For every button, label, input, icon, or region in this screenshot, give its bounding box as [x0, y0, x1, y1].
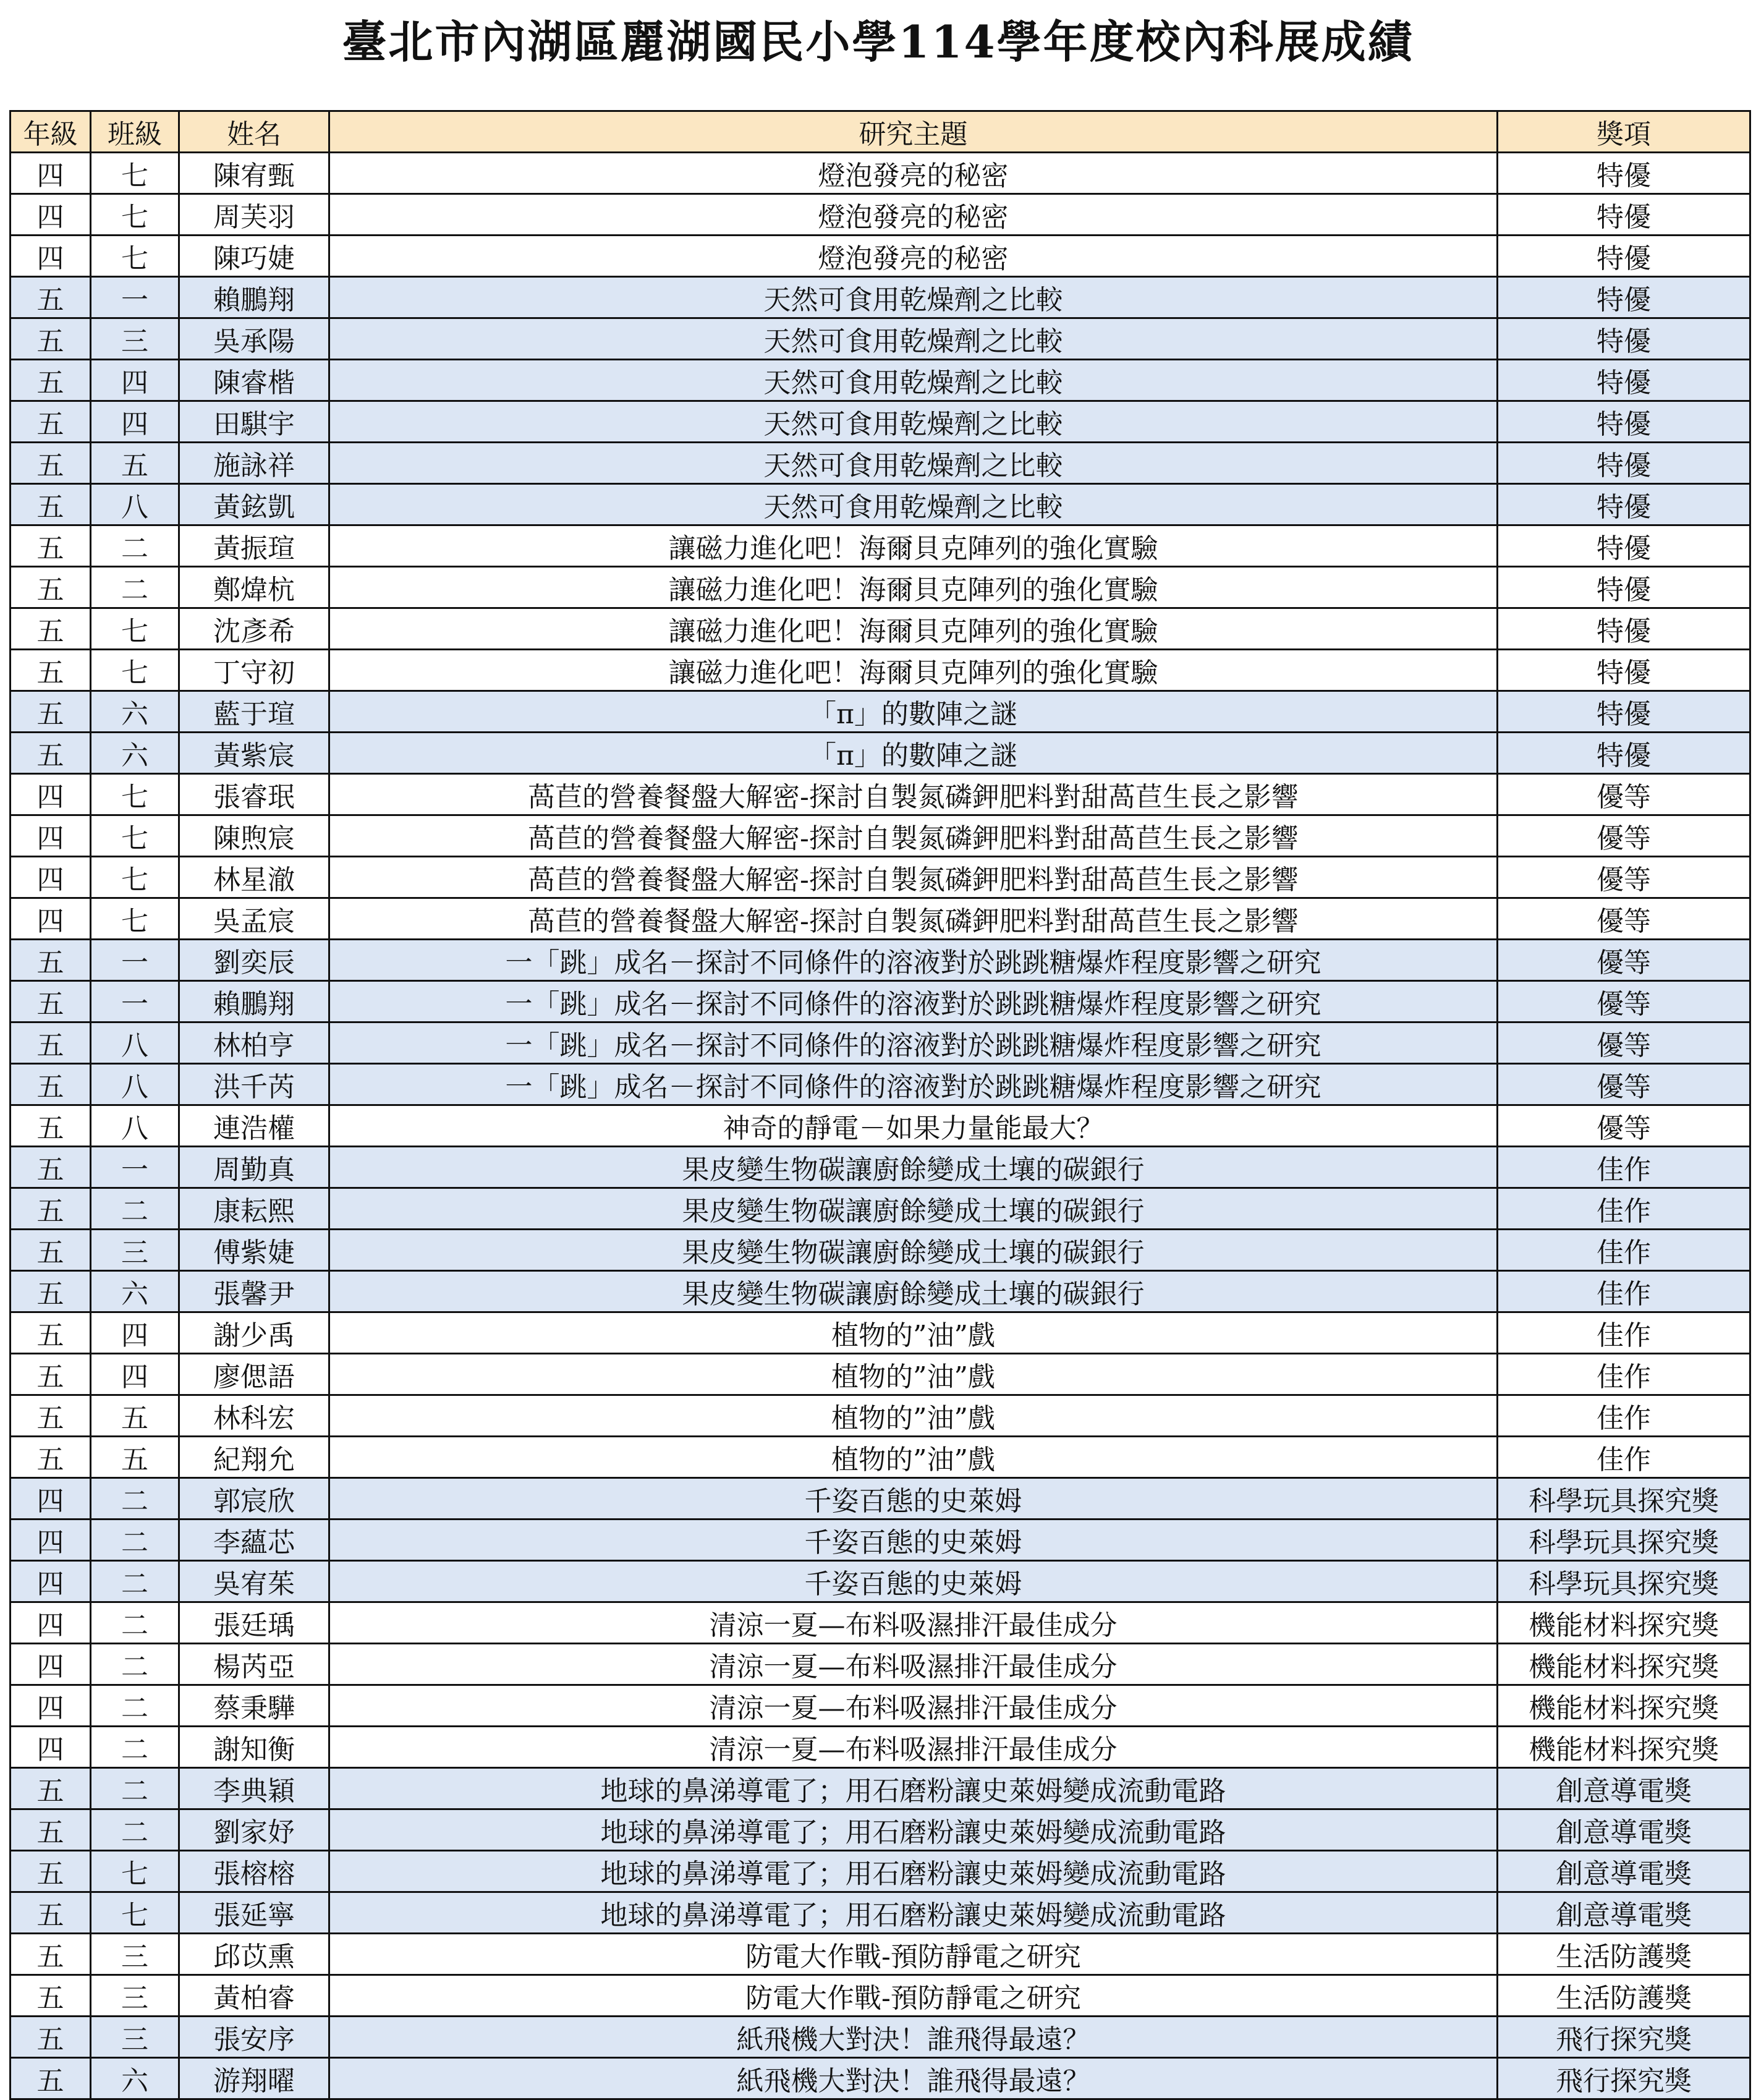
cell-name: 張馨尹	[179, 1271, 329, 1312]
cell-grade: 五	[11, 1851, 91, 1892]
cell-grade: 五	[11, 1312, 91, 1354]
table-row	[11, 1602, 1750, 1644]
cell-topic: 天然可食用乾燥劑之比較	[329, 401, 1498, 443]
cell-grade: 五	[11, 1354, 91, 1395]
cell-grade: 五	[11, 1188, 91, 1230]
cell-award: 特優	[1498, 236, 1750, 277]
cell-award: 佳作	[1498, 1437, 1750, 1478]
cell-class: 二	[91, 1809, 179, 1851]
cell-name: 游翔曜	[179, 2058, 329, 2099]
table-row	[11, 1851, 1750, 1892]
cell-name: 林科宏	[179, 1395, 329, 1437]
cell-award: 特優	[1498, 277, 1750, 318]
cell-topic: 天然可食用乾燥劑之比較	[329, 277, 1498, 318]
cell-class: 七	[91, 236, 179, 277]
cell-award: 科學玩具探究獎	[1498, 1561, 1750, 1602]
table-row	[11, 1892, 1750, 1934]
cell-name: 張榕榕	[179, 1851, 329, 1892]
cell-grade: 五	[11, 360, 91, 401]
cell-class: 四	[91, 360, 179, 401]
table-row	[11, 1478, 1750, 1520]
cell-grade: 五	[11, 567, 91, 608]
table-row	[11, 1644, 1750, 1685]
cell-grade: 五	[11, 525, 91, 567]
table-row	[11, 1147, 1750, 1188]
cell-grade: 五	[11, 2058, 91, 2099]
cell-award: 創意導電獎	[1498, 1892, 1750, 1934]
cell-class: 一	[91, 981, 179, 1022]
cell-award: 創意導電獎	[1498, 1809, 1750, 1851]
cell-name: 李典穎	[179, 1768, 329, 1809]
cell-award: 佳作	[1498, 1312, 1750, 1354]
cell-name: 蔡秉驊	[179, 1685, 329, 1727]
cell-name: 劉奕辰	[179, 940, 329, 981]
cell-name: 賴鵬翔	[179, 981, 329, 1022]
cell-topic: 植物的”油”戲	[329, 1395, 1498, 1437]
cell-grade: 五	[11, 1437, 91, 1478]
cell-class: 二	[91, 1685, 179, 1727]
table-row	[11, 1437, 1750, 1478]
cell-award: 優等	[1498, 1022, 1750, 1064]
cell-topic: 燈泡發亮的秘密	[329, 153, 1498, 194]
cell-award: 佳作	[1498, 1188, 1750, 1230]
cell-award: 飛行探究獎	[1498, 2058, 1750, 2099]
cell-name: 陳煦宸	[179, 815, 329, 857]
cell-name: 康耘熙	[179, 1188, 329, 1230]
cell-class: 七	[91, 857, 179, 898]
table-row	[11, 1354, 1750, 1395]
cell-award: 特優	[1498, 443, 1750, 484]
cell-class: 六	[91, 1271, 179, 1312]
table-row	[11, 981, 1750, 1022]
cell-grade: 四	[11, 1478, 91, 1520]
cell-class: 三	[91, 1975, 179, 2017]
cell-name: 連浩權	[179, 1105, 329, 1147]
cell-name: 黃柏睿	[179, 1975, 329, 2017]
cell-class: 七	[91, 650, 179, 691]
cell-topic: 果皮變生物碳讓廚餘變成土壤的碳銀行	[329, 1188, 1498, 1230]
cell-grade: 五	[11, 1230, 91, 1271]
cell-grade: 四	[11, 1520, 91, 1561]
cell-grade: 五	[11, 940, 91, 981]
cell-topic: 防電大作戰-預防靜電之研究	[329, 1975, 1498, 2017]
cell-topic: 清涼一夏—布料吸濕排汗最佳成分	[329, 1727, 1498, 1768]
cell-topic: 千姿百態的史萊姆	[329, 1478, 1498, 1520]
cell-class: 六	[91, 2058, 179, 2099]
cell-name: 邱苡熏	[179, 1934, 329, 1975]
table-row	[11, 940, 1750, 981]
cell-grade: 五	[11, 401, 91, 443]
header-name: 姓名	[179, 111, 329, 153]
cell-class: 四	[91, 1312, 179, 1354]
cell-class: 四	[91, 1354, 179, 1395]
cell-name: 張安序	[179, 2017, 329, 2058]
cell-class: 五	[91, 443, 179, 484]
cell-topic: 地球的鼻涕導電了；用石磨粉讓史萊姆變成流動電路	[329, 1809, 1498, 1851]
cell-topic: 紙飛機大對決！誰飛得最遠？	[329, 2017, 1498, 2058]
cell-topic: 讓磁力進化吧！海爾貝克陣列的強化實驗	[329, 567, 1498, 608]
cell-class: 七	[91, 815, 179, 857]
cell-award: 優等	[1498, 898, 1750, 940]
cell-class: 一	[91, 940, 179, 981]
table-row	[11, 484, 1750, 525]
cell-name: 吳宥茱	[179, 1561, 329, 1602]
cell-grade: 五	[11, 1064, 91, 1105]
cell-grade: 四	[11, 194, 91, 236]
cell-topic: 萵苣的營養餐盤大解密-探討自製氮磷鉀肥料對甜萵苣生長之影響	[329, 815, 1498, 857]
cell-class: 八	[91, 1105, 179, 1147]
cell-topic: 千姿百態的史萊姆	[329, 1520, 1498, 1561]
cell-name: 謝知衡	[179, 1727, 329, 1768]
cell-topic: 「π」的數陣之謎	[329, 691, 1498, 733]
cell-name: 劉家妤	[179, 1809, 329, 1851]
cell-grade: 五	[11, 484, 91, 525]
cell-award: 機能材料探究獎	[1498, 1602, 1750, 1644]
table-row	[11, 236, 1750, 277]
cell-grade: 五	[11, 691, 91, 733]
table-row	[11, 650, 1750, 691]
cell-class: 三	[91, 2017, 179, 2058]
cell-topic: 天然可食用乾燥劑之比較	[329, 443, 1498, 484]
cell-topic: 果皮變生物碳讓廚餘變成土壤的碳銀行	[329, 1230, 1498, 1271]
cell-award: 優等	[1498, 815, 1750, 857]
cell-award: 特優	[1498, 194, 1750, 236]
table-row	[11, 1934, 1750, 1975]
cell-class: 七	[91, 774, 179, 815]
cell-award: 特優	[1498, 401, 1750, 443]
cell-topic: 一「跳」成名－探討不同條件的溶液對於跳跳糖爆炸程度影響之研究	[329, 1064, 1498, 1105]
table-row	[11, 1727, 1750, 1768]
cell-name: 丁守初	[179, 650, 329, 691]
cell-grade: 五	[11, 650, 91, 691]
cell-topic: 防電大作戰-預防靜電之研究	[329, 1934, 1498, 1975]
cell-topic: 地球的鼻涕導電了；用石磨粉讓史萊姆變成流動電路	[329, 1851, 1498, 1892]
cell-award: 特優	[1498, 567, 1750, 608]
table-row	[11, 1105, 1750, 1147]
cell-name: 林星澈	[179, 857, 329, 898]
table-row	[11, 1022, 1750, 1064]
header-grade: 年級	[11, 111, 91, 153]
header-row	[11, 111, 1750, 153]
table-row	[11, 525, 1750, 567]
cell-topic: 讓磁力進化吧！海爾貝克陣列的強化實驗	[329, 650, 1498, 691]
cell-grade: 五	[11, 733, 91, 774]
cell-award: 優等	[1498, 1105, 1750, 1147]
table-body	[11, 153, 1750, 2099]
cell-class: 七	[91, 1851, 179, 1892]
cell-award: 特優	[1498, 360, 1750, 401]
cell-award: 優等	[1498, 981, 1750, 1022]
cell-name: 陳睿楷	[179, 360, 329, 401]
cell-name: 黃鉉凱	[179, 484, 329, 525]
cell-name: 李蘊芯	[179, 1520, 329, 1561]
table-row	[11, 1230, 1750, 1271]
cell-grade: 四	[11, 898, 91, 940]
cell-grade: 四	[11, 1727, 91, 1768]
cell-grade: 四	[11, 236, 91, 277]
table-row	[11, 1975, 1750, 2017]
cell-award: 優等	[1498, 857, 1750, 898]
cell-grade: 五	[11, 1892, 91, 1934]
table-row	[11, 1561, 1750, 1602]
cell-award: 科學玩具探究獎	[1498, 1478, 1750, 1520]
cell-topic: 植物的”油”戲	[329, 1354, 1498, 1395]
cell-topic: 清涼一夏—布料吸濕排汗最佳成分	[329, 1644, 1498, 1685]
cell-name: 吳孟宸	[179, 898, 329, 940]
cell-class: 五	[91, 1395, 179, 1437]
table-row	[11, 318, 1750, 360]
header-award: 獎項	[1498, 111, 1750, 153]
cell-topic: 植物的”油”戲	[329, 1437, 1498, 1478]
cell-class: 二	[91, 1188, 179, 1230]
cell-award: 優等	[1498, 774, 1750, 815]
results-table	[9, 110, 1751, 2100]
cell-class: 四	[91, 401, 179, 443]
cell-class: 二	[91, 1520, 179, 1561]
table-row	[11, 443, 1750, 484]
cell-name: 吳承陽	[179, 318, 329, 360]
cell-name: 張睿珉	[179, 774, 329, 815]
cell-award: 機能材料探究獎	[1498, 1685, 1750, 1727]
cell-name: 謝少禹	[179, 1312, 329, 1354]
cell-class: 七	[91, 194, 179, 236]
table-row	[11, 857, 1750, 898]
cell-class: 二	[91, 1644, 179, 1685]
cell-class: 一	[91, 277, 179, 318]
cell-grade: 四	[11, 1561, 91, 1602]
cell-award: 特優	[1498, 525, 1750, 567]
cell-name: 黃振瑄	[179, 525, 329, 567]
cell-class: 七	[91, 608, 179, 650]
cell-class: 二	[91, 567, 179, 608]
cell-grade: 四	[11, 1602, 91, 1644]
cell-award: 特優	[1498, 153, 1750, 194]
cell-grade: 五	[11, 1768, 91, 1809]
cell-class: 二	[91, 1768, 179, 1809]
cell-award: 特優	[1498, 733, 1750, 774]
cell-grade: 四	[11, 1685, 91, 1727]
table-row	[11, 401, 1750, 443]
cell-award: 生活防護獎	[1498, 1975, 1750, 2017]
cell-grade: 五	[11, 318, 91, 360]
cell-grade: 五	[11, 1105, 91, 1147]
cell-topic: 清涼一夏—布料吸濕排汗最佳成分	[329, 1602, 1498, 1644]
cell-name: 藍于瑄	[179, 691, 329, 733]
cell-name: 廖偲語	[179, 1354, 329, 1395]
table-row	[11, 815, 1750, 857]
table-row	[11, 1312, 1750, 1354]
cell-award: 特優	[1498, 608, 1750, 650]
cell-topic: 燈泡發亮的秘密	[329, 194, 1498, 236]
cell-award: 佳作	[1498, 1230, 1750, 1271]
cell-award: 特優	[1498, 691, 1750, 733]
cell-award: 特優	[1498, 484, 1750, 525]
cell-topic: 一「跳」成名－探討不同條件的溶液對於跳跳糖爆炸程度影響之研究	[329, 1022, 1498, 1064]
cell-name: 沈彥希	[179, 608, 329, 650]
cell-name: 田騏宇	[179, 401, 329, 443]
cell-grade: 五	[11, 2017, 91, 2058]
cell-name: 黃紫宸	[179, 733, 329, 774]
cell-grade: 四	[11, 857, 91, 898]
table-row	[11, 1271, 1750, 1312]
cell-grade: 四	[11, 774, 91, 815]
cell-award: 佳作	[1498, 1271, 1750, 1312]
cell-topic: 讓磁力進化吧！海爾貝克陣列的強化實驗	[329, 608, 1498, 650]
cell-class: 二	[91, 1561, 179, 1602]
cell-class: 八	[91, 1022, 179, 1064]
cell-name: 周勤真	[179, 1147, 329, 1188]
cell-topic: 果皮變生物碳讓廚餘變成土壤的碳銀行	[329, 1147, 1498, 1188]
cell-name: 楊芮亞	[179, 1644, 329, 1685]
cell-award: 創意導電獎	[1498, 1768, 1750, 1809]
cell-award: 特優	[1498, 650, 1750, 691]
cell-award: 佳作	[1498, 1354, 1750, 1395]
table-row	[11, 2058, 1750, 2099]
cell-grade: 四	[11, 815, 91, 857]
table-row	[11, 1685, 1750, 1727]
table-row	[11, 608, 1750, 650]
cell-award: 優等	[1498, 1064, 1750, 1105]
cell-name: 鄭煒杭	[179, 567, 329, 608]
table-row	[11, 360, 1750, 401]
cell-grade: 四	[11, 1644, 91, 1685]
table-row	[11, 1188, 1750, 1230]
cell-topic: 植物的”油”戲	[329, 1312, 1498, 1354]
cell-name: 林柏亨	[179, 1022, 329, 1064]
cell-topic: 神奇的靜電－如果力量能最大？	[329, 1105, 1498, 1147]
cell-award: 特優	[1498, 318, 1750, 360]
cell-class: 二	[91, 1602, 179, 1644]
table-row	[11, 1064, 1750, 1105]
cell-grade: 五	[11, 277, 91, 318]
cell-class: 七	[91, 153, 179, 194]
cell-award: 佳作	[1498, 1395, 1750, 1437]
cell-class: 八	[91, 1064, 179, 1105]
cell-class: 五	[91, 1437, 179, 1478]
cell-grade: 五	[11, 608, 91, 650]
cell-award: 機能材料探究獎	[1498, 1644, 1750, 1685]
cell-name: 周芙羽	[179, 194, 329, 236]
cell-name: 張延寧	[179, 1892, 329, 1934]
cell-award: 優等	[1498, 940, 1750, 981]
cell-topic: 地球的鼻涕導電了；用石磨粉讓史萊姆變成流動電路	[329, 1768, 1498, 1809]
cell-award: 科學玩具探究獎	[1498, 1520, 1750, 1561]
table-row	[11, 898, 1750, 940]
cell-class: 二	[91, 1727, 179, 1768]
cell-grade: 四	[11, 153, 91, 194]
cell-grade: 五	[11, 1395, 91, 1437]
cell-award: 生活防護獎	[1498, 1934, 1750, 1975]
cell-name: 洪千芮	[179, 1064, 329, 1105]
cell-topic: 紙飛機大對決！誰飛得最遠？	[329, 2058, 1498, 2099]
cell-class: 二	[91, 1478, 179, 1520]
cell-class: 六	[91, 691, 179, 733]
table-row	[11, 1768, 1750, 1809]
cell-grade: 五	[11, 1975, 91, 2017]
cell-name: 陳巧婕	[179, 236, 329, 277]
cell-topic: 萵苣的營養餐盤大解密-探討自製氮磷鉀肥料對甜萵苣生長之影響	[329, 898, 1498, 940]
cell-class: 一	[91, 1147, 179, 1188]
table-row	[11, 194, 1750, 236]
cell-class: 三	[91, 318, 179, 360]
cell-name: 傅紫婕	[179, 1230, 329, 1271]
cell-name: 紀翔允	[179, 1437, 329, 1478]
cell-name: 郭宸欣	[179, 1478, 329, 1520]
cell-topic: 一「跳」成名－探討不同條件的溶液對於跳跳糖爆炸程度影響之研究	[329, 940, 1498, 981]
cell-topic: 果皮變生物碳讓廚餘變成土壤的碳銀行	[329, 1271, 1498, 1312]
cell-grade: 五	[11, 443, 91, 484]
cell-topic: 千姿百態的史萊姆	[329, 1561, 1498, 1602]
header-topic: 研究主題	[329, 111, 1498, 153]
cell-topic: 萵苣的營養餐盤大解密-探討自製氮磷鉀肥料對甜萵苣生長之影響	[329, 774, 1498, 815]
cell-class: 八	[91, 484, 179, 525]
table-row	[11, 774, 1750, 815]
cell-name: 陳宥甄	[179, 153, 329, 194]
table-row	[11, 153, 1750, 194]
cell-topic: 萵苣的營養餐盤大解密-探討自製氮磷鉀肥料對甜萵苣生長之影響	[329, 857, 1498, 898]
cell-name: 施詠祥	[179, 443, 329, 484]
cell-name: 張廷瑀	[179, 1602, 329, 1644]
cell-grade: 五	[11, 1271, 91, 1312]
cell-name: 賴鵬翔	[179, 277, 329, 318]
cell-topic: 讓磁力進化吧！海爾貝克陣列的強化實驗	[329, 525, 1498, 567]
cell-class: 六	[91, 733, 179, 774]
cell-topic: 天然可食用乾燥劑之比較	[329, 360, 1498, 401]
cell-award: 飛行探究獎	[1498, 2017, 1750, 2058]
cell-topic: 清涼一夏—布料吸濕排汗最佳成分	[329, 1685, 1498, 1727]
table-row	[11, 2017, 1750, 2058]
table-row	[11, 691, 1750, 733]
table-row	[11, 567, 1750, 608]
cell-topic: 「π」的數陣之謎	[329, 733, 1498, 774]
cell-class: 三	[91, 1934, 179, 1975]
cell-grade: 五	[11, 1809, 91, 1851]
table-row	[11, 1395, 1750, 1437]
page-title: 臺北市內湖區麗湖國民小學114學年度校內科展成績	[342, 15, 1414, 68]
cell-class: 七	[91, 898, 179, 940]
cell-grade: 五	[11, 1147, 91, 1188]
cell-topic: 天然可食用乾燥劑之比較	[329, 318, 1498, 360]
cell-topic: 燈泡發亮的秘密	[329, 236, 1498, 277]
cell-topic: 天然可食用乾燥劑之比較	[329, 484, 1498, 525]
cell-grade: 五	[11, 1934, 91, 1975]
cell-class: 三	[91, 1230, 179, 1271]
cell-award: 佳作	[1498, 1147, 1750, 1188]
cell-topic: 地球的鼻涕導電了；用石磨粉讓史萊姆變成流動電路	[329, 1892, 1498, 1934]
table-row	[11, 277, 1750, 318]
cell-grade: 五	[11, 1022, 91, 1064]
cell-topic: 一「跳」成名－探討不同條件的溶液對於跳跳糖爆炸程度影響之研究	[329, 981, 1498, 1022]
table-row	[11, 1520, 1750, 1561]
header-class: 班級	[91, 111, 179, 153]
cell-class: 七	[91, 1892, 179, 1934]
cell-class: 二	[91, 525, 179, 567]
cell-award: 創意導電獎	[1498, 1851, 1750, 1892]
cell-award: 機能材料探究獎	[1498, 1727, 1750, 1768]
cell-grade: 五	[11, 981, 91, 1022]
table-row	[11, 733, 1750, 774]
table-row	[11, 1809, 1750, 1851]
